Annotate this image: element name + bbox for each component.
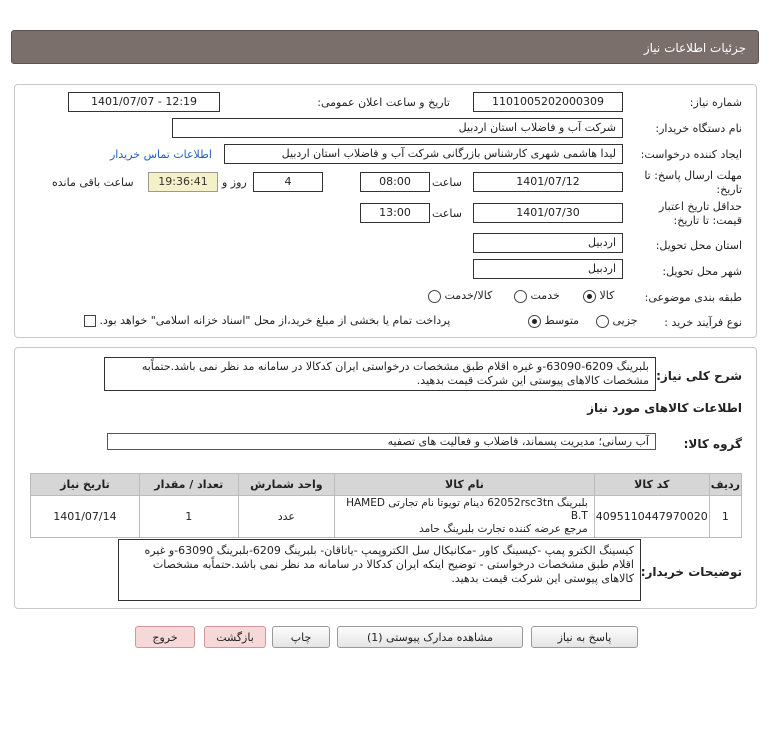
payment-option[interactable] xyxy=(84,314,450,327)
row-name xyxy=(335,496,595,538)
process-medium-radio[interactable] xyxy=(528,315,541,328)
remaining-days-field: 4 xyxy=(253,172,323,192)
delivery-city-label: شهر محل تحویل: xyxy=(662,265,742,278)
category-label: طبقه بندی موضوعی: xyxy=(644,291,742,304)
category-both-radio[interactable] xyxy=(428,290,441,303)
deadline-time-label: ساعت xyxy=(432,176,462,189)
need-number-field: 1101005202000309 xyxy=(473,92,623,112)
col-index: ردیف xyxy=(709,474,741,496)
validity-label: حداقل تاریخ اعتبار xyxy=(658,200,742,213)
buyer-label: نام دستگاه خریدار: xyxy=(655,122,742,135)
reply-button[interactable]: پاسخ به نیاز xyxy=(531,626,638,648)
creator-label: ایجاد کننده درخواست: xyxy=(640,148,742,161)
row-unit: عدد xyxy=(238,496,335,538)
category-goods-radio[interactable] xyxy=(583,290,596,303)
goods-table xyxy=(30,473,742,538)
summary-field: بلبرینگ 6209-63090-و غیره اقلام طبق مشخصات درخواستی ایران کدکالا در سامانه مد نظر نمی باشد.حتماًبه مشخصات کالاهای پیوستی این شرکت قیمت بدهید. xyxy=(104,357,656,391)
need-number-label: شماره نیاز: xyxy=(689,96,742,109)
announce-label: تاریخ و ساعت اعلان عمومی: xyxy=(317,96,450,109)
print-button[interactable]: چاپ xyxy=(272,626,330,648)
deadline-date-label: تاریخ: xyxy=(716,183,742,196)
delivery-province-field: اردبیل xyxy=(473,233,623,253)
deadline-time-field: 08:00 xyxy=(360,172,430,192)
category-option-goods[interactable] xyxy=(583,289,614,303)
process-medium-label: متوسط xyxy=(544,314,580,327)
col-unit: واحد شمارش xyxy=(238,474,335,496)
col-name: نام کالا xyxy=(335,474,595,496)
process-option-minor[interactable] xyxy=(596,314,638,328)
deadline-date-field: 1401/07/12 xyxy=(473,172,623,192)
category-both-label: کالا/خدمت xyxy=(444,289,493,302)
validity-date-field: 1401/07/30 xyxy=(473,203,623,223)
payment-checkbox[interactable] xyxy=(84,315,96,327)
page-title-bar xyxy=(11,30,759,64)
row-name-line1: بلبرینگ 62052rsc3tn دینام تویوتا نام تجارتی HAMED B.T xyxy=(346,497,588,522)
goods-table-header xyxy=(31,474,742,496)
col-date: تاریخ نیاز xyxy=(31,474,140,496)
goods-section-title: اطلاعات کالاهای مورد نیاز xyxy=(587,401,742,415)
buyer-field: شرکت آب و فاضلاب استان اردبیل xyxy=(172,118,623,138)
col-code: کد کالا xyxy=(594,474,709,496)
delivery-city-field: اردبیل xyxy=(473,259,623,279)
process-minor-label: جزیی xyxy=(612,314,638,327)
category-service-label: خدمت xyxy=(530,289,560,302)
back-button[interactable]: بازگشت xyxy=(204,626,266,648)
remaining-label: ساعت باقی مانده xyxy=(52,176,134,189)
creator-field: لیدا هاشمی شهری کارشناس بازرگانی شرکت آب و فاضلاب استان اردبیل xyxy=(224,144,623,164)
row-qty: 1 xyxy=(139,496,238,538)
row-name-line2: مرجع عرضه کننده تجارت بلبرینگ حامد xyxy=(419,523,588,535)
view-attachments-button[interactable]: مشاهده مدارک پیوستی (1) xyxy=(337,626,523,648)
col-qty: تعداد / مقدار xyxy=(139,474,238,496)
process-option-medium[interactable] xyxy=(528,314,579,328)
row-code: 4095110447970020 xyxy=(594,496,709,538)
process-label: نوع فرآیند خرید : xyxy=(664,316,742,329)
summary-label: شرح کلی نیاز: xyxy=(656,369,742,383)
category-option-both[interactable] xyxy=(428,289,492,303)
goods-group-field: آب رسانی؛ مدیریت پسماند، فاضلاب و فعالیت های تصفیه xyxy=(107,433,656,450)
category-goods-label: کالا xyxy=(599,289,615,302)
category-option-service[interactable] xyxy=(514,289,560,303)
buyer-notes-label: توضیحات خریدار: xyxy=(640,565,742,579)
buyer-contact-link[interactable]: اطلاعات تماس خریدار xyxy=(110,148,212,161)
table-row xyxy=(31,496,742,538)
category-service-radio[interactable] xyxy=(514,290,527,303)
exit-button[interactable]: خروج xyxy=(135,626,195,648)
row-index: 1 xyxy=(709,496,741,538)
days-label: روز و xyxy=(222,176,247,189)
remaining-time-field: 19:36:41 xyxy=(148,172,218,192)
goods-group-label: گروه کالا: xyxy=(683,437,742,451)
row-date: 1401/07/14 xyxy=(31,496,140,538)
buyer-notes-field: کیسینگ الکترو پمپ -کیسینگ کاور -مکانیکال سل الکتروپمپ -یاتاقان- بلبرینگ 6209-بلبرینگ 63090-و غیره اقلام طبق مشخصات درخواستی - توضیح اینکه ایران کدکالا در سامانه مد نظر نمی باشد.حتماًبه مشخصات کالاهای پیوستی این شرکت قیمت بدهید. xyxy=(118,539,641,601)
validity-time-field: 13:00 xyxy=(360,203,430,223)
delivery-province-label: استان محل تحویل: xyxy=(655,239,742,252)
validity-time-label: ساعت xyxy=(432,207,462,220)
announce-datetime-field: 1401/07/07 - 12:19 xyxy=(68,92,220,112)
payment-note: پرداخت تمام یا بخشی از مبلغ خرید،از محل "اسناد خزانه اسلامی" خواهد بود. xyxy=(99,314,451,327)
page-title: جزئیات اطلاعات نیاز xyxy=(643,41,746,55)
validity-date-label: قیمت: تا تاریخ: xyxy=(673,214,742,227)
process-minor-radio[interactable] xyxy=(596,315,609,328)
deadline-label: مهلت ارسال پاسخ: تا xyxy=(644,169,742,182)
